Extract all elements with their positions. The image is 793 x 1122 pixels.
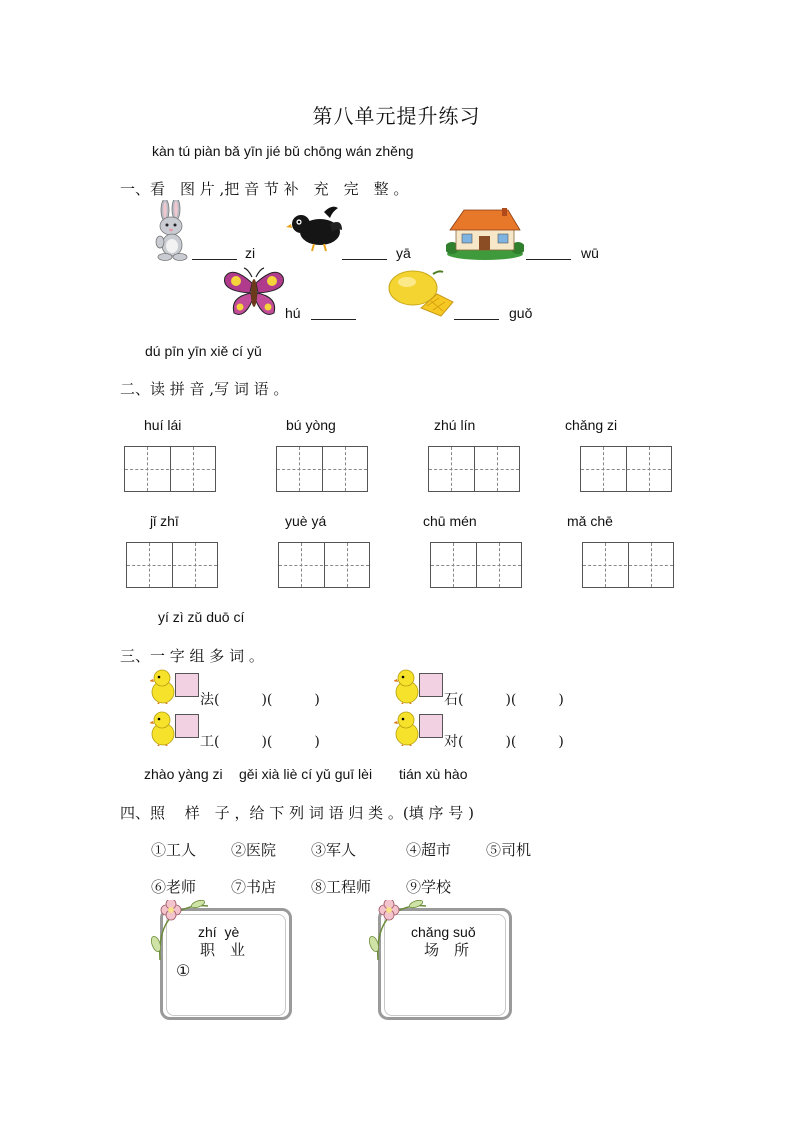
crow-picture — [286, 204, 344, 252]
q3-char: 法 — [200, 692, 214, 708]
house-picture — [446, 206, 524, 260]
box-label: 场 所 — [424, 941, 470, 959]
writing-grid[interactable] — [582, 542, 674, 588]
chick-icon — [394, 710, 420, 746]
word-option: ⑦书店 — [231, 878, 277, 896]
writing-grid[interactable] — [278, 542, 370, 588]
q1-pinyin-hint: kàn tú piàn bǎ yīn jié bǔ chōng wán zhěng — [152, 143, 414, 159]
butterfly-picture — [222, 267, 286, 319]
blank-line[interactable] — [192, 259, 237, 260]
q3-pinyin-hint: yí zì zǔ duō cí — [158, 609, 245, 625]
q4-pinyin-hint-3: tián xù hào — [399, 766, 468, 782]
blank-char-box[interactable] — [175, 714, 199, 738]
word-option: ③军人 — [311, 841, 357, 859]
word-pinyin: chǎng zi — [565, 417, 618, 433]
blank-line[interactable] — [342, 259, 387, 260]
q3-blanks[interactable]: ( )( ) — [458, 692, 564, 708]
word-option: ④超市 — [406, 841, 452, 859]
blank-char-box[interactable] — [175, 673, 199, 697]
writing-grid[interactable] — [580, 446, 672, 492]
syllable-label: guǒ — [509, 305, 533, 321]
q4-pinyin-hint-2: gěi xià liè cí yǔ guī lèi — [239, 766, 373, 782]
word-pinyin: zhú lín — [434, 417, 476, 433]
rabbit-picture — [150, 200, 194, 262]
blank-line[interactable] — [526, 259, 571, 260]
syllable-label: zi — [245, 245, 256, 261]
blank-char-box[interactable] — [419, 673, 443, 697]
page-title: 第八单元提升练习 — [312, 104, 481, 128]
word-option: ⑧工程师 — [311, 878, 372, 896]
writing-grid[interactable] — [428, 446, 520, 492]
chick-icon — [394, 668, 420, 704]
q3-heading: 三、一 字 组 多 词 。 — [120, 647, 264, 665]
writing-grid[interactable] — [124, 446, 216, 492]
q3-char: 工 — [200, 734, 214, 750]
mango-picture — [387, 268, 457, 318]
blank-line[interactable] — [454, 319, 499, 320]
box-pinyin: chǎng suǒ — [411, 924, 476, 940]
writing-grid[interactable] — [276, 446, 368, 492]
q4-pinyin-hint-1: zhào yàng zi — [144, 766, 223, 782]
word-pinyin: huí lái — [144, 417, 182, 433]
word-option: ①工人 — [151, 841, 197, 859]
syllable-label: yā — [396, 245, 411, 261]
q3-blanks[interactable]: ( )( ) — [214, 734, 320, 750]
syllable-label: wū — [581, 245, 599, 261]
q3-char: 石 — [444, 692, 458, 708]
word-pinyin: yuè yá — [285, 513, 327, 529]
q3-char: 对 — [444, 734, 458, 750]
q2-pinyin-hint: dú pīn yīn xiě cí yǔ — [145, 343, 262, 359]
box-pinyin: zhí yè — [198, 924, 240, 940]
box-example: ① — [176, 961, 191, 980]
word-pinyin: chū mén — [423, 513, 477, 529]
syllable-label: hú — [285, 305, 301, 321]
blank-char-box[interactable] — [419, 714, 443, 738]
writing-grid[interactable] — [126, 542, 218, 588]
word-pinyin: mǎ chē — [567, 513, 613, 529]
blank-line[interactable] — [311, 319, 356, 320]
word-pinyin: jǐ zhī — [150, 513, 179, 529]
q3-blanks[interactable]: ( )( ) — [458, 734, 564, 750]
box-label: 职 业 — [200, 941, 246, 959]
chick-icon — [150, 710, 176, 746]
q4-heading: 四、照 样 子 ，给 下 列 词 语 归 类 。(填 序 号 ) — [120, 804, 474, 822]
q3-blanks[interactable]: ( )( ) — [214, 692, 320, 708]
word-option: ⑥老师 — [151, 878, 197, 896]
word-pinyin: bú yòng — [286, 417, 336, 433]
word-option: ⑨学校 — [406, 878, 452, 896]
q1-heading: 一、看 图 片 ,把 音 节 补 充 完 整 。 — [120, 180, 409, 198]
chick-icon — [150, 668, 176, 704]
word-option: ⑤司机 — [486, 841, 532, 859]
word-option: ②医院 — [231, 841, 277, 859]
q2-heading: 二、读 拼 音 ,写 词 语 。 — [120, 380, 289, 398]
writing-grid[interactable] — [430, 542, 522, 588]
